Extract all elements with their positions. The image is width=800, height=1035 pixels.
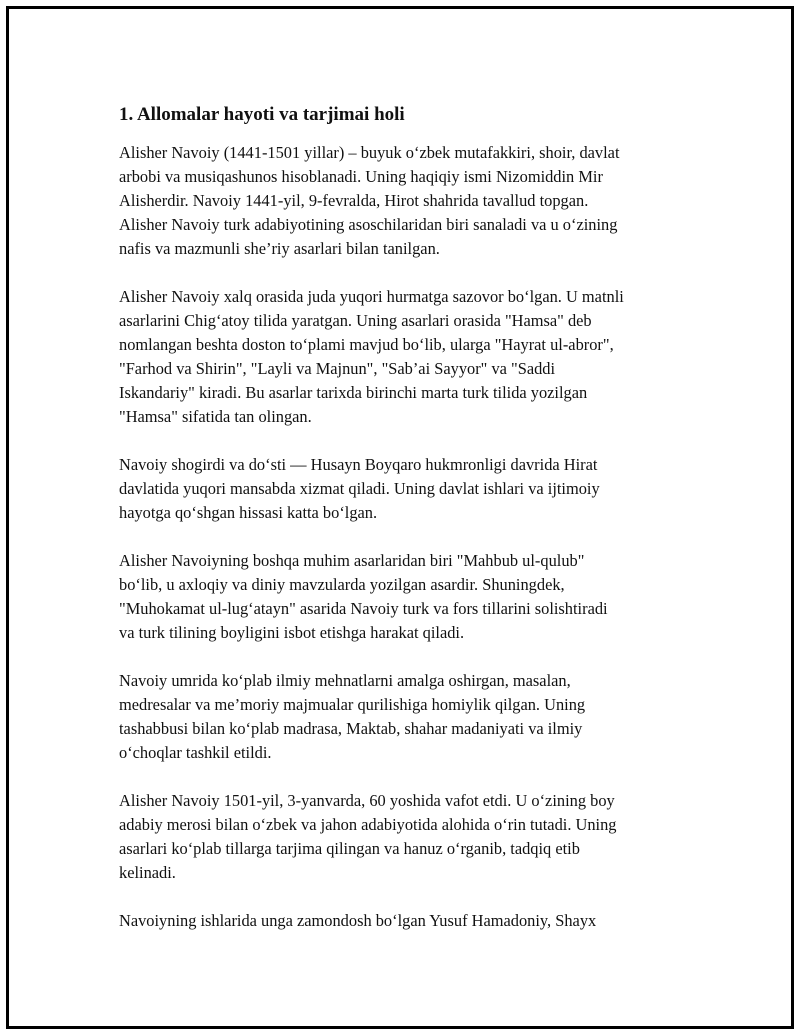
text-line: "Hamsa" sifatida tan olingan. — [119, 407, 312, 426]
text-line: Alisher Navoiy 1501-yil, 3-yanvarda, 60 yoshida vafot etdi. U o‘zining boy — [119, 791, 615, 810]
text-line: Alisher Navoiyning boshqa muhim asarlaridan biri "Mahbub ul-qulub" — [119, 551, 585, 570]
text-line: nafis va mazmunli she’riy asarlari bilan tanilgan. — [119, 239, 440, 258]
text-line: medresalar va me’moriy majmualar qurilishiga homiylik qilgan. Uning — [119, 695, 586, 714]
text-line: "Farhod va Shirin", "Layli va Majnun", "Sab’ai Sayyor" va "Saddi — [119, 359, 556, 378]
page-frame — [6, 6, 794, 1029]
text-line: Navoiy shogirdi va do‘sti — Husayn Boyqaro hukmronligi davrida Hirat — [119, 455, 598, 474]
paragraph-5 — [119, 669, 699, 765]
text-line: Alisher Navoiy (1441-1501 yillar) – buyuk o‘zbek mutafakkiri, shoir, davlat — [119, 143, 620, 162]
document-body — [119, 101, 699, 957]
text-line: hayotga qo‘shgan hissasi katta bo‘lgan. — [119, 503, 378, 522]
text-line: nomlangan beshta doston to‘plami mavjud bo‘lib, ularga "Hayrat ul-abror", — [119, 335, 614, 354]
paragraph-7 — [119, 909, 699, 933]
paragraph-2 — [119, 285, 699, 429]
text-line: Alisherdir. Navoiy 1441-yil, 9-fevralda, Hirot shahrida tavallud topgan. — [119, 191, 589, 210]
text-line: va turk tilining boyligini isbot etishga harakat qiladi. — [119, 623, 465, 642]
section-heading: 1. Allomalar hayoti va tarjimai holi — [119, 104, 405, 125]
text-line: o‘choqlar tashkil etildi. — [119, 743, 272, 762]
text-line: davlatida yuqori mansabda xizmat qiladi. Uning davlat ishlari va ijtimoiy — [119, 479, 600, 498]
text-line: Navoiyning ishlarida unga zamondosh bo‘lgan Yusuf Hamadoniy, Shayx — [119, 911, 597, 930]
text-line: Iskandariy" kiradi. Bu asarlar tarixda birinchi marta turk tilida yozilgan — [119, 383, 588, 402]
paragraph-1 — [119, 141, 699, 261]
paragraph-6 — [119, 789, 699, 885]
text-line: bo‘lib, u axloqiy va diniy mavzularda yozilgan asardir. Shuningdek, — [119, 575, 565, 594]
text-line: tashabbusi bilan ko‘plab madrasa, Maktab, shahar madaniyati va ilmiy — [119, 719, 583, 738]
text-line: Navoiy umrida ko‘plab ilmiy mehnatlarni amalga oshirgan, masalan, — [119, 671, 571, 690]
paragraph-4 — [119, 549, 699, 645]
text-line: asarlarini Chig‘atoy tilida yaratgan. Uning asarlari orasida "Hamsa" deb — [119, 311, 592, 330]
text-line: Alisher Navoiy xalq orasida juda yuqori hurmatga sazovor bo‘lgan. U matnli — [119, 287, 624, 306]
text-line: kelinadi. — [119, 863, 176, 882]
text-line: asarlari ko‘plab tillarga tarjima qilingan va hanuz o‘rganib, tadqiq etib — [119, 839, 580, 858]
text-line: "Muhokamat ul-lug‘atayn" asarida Navoiy turk va fors tillarini solishtiradi — [119, 599, 608, 618]
text-line: adabiy merosi bilan o‘zbek va jahon adabiyotida alohida o‘rin tutadi. Uning — [119, 815, 617, 834]
text-line: Alisher Navoiy turk adabiyotining asoschilaridan biri sanaladi va u o‘zining — [119, 215, 618, 234]
text-line: arbobi va musiqashunos hisoblanadi. Uning haqiqiy ismi Nizomiddin Mir — [119, 167, 603, 186]
paragraph-3 — [119, 453, 699, 525]
